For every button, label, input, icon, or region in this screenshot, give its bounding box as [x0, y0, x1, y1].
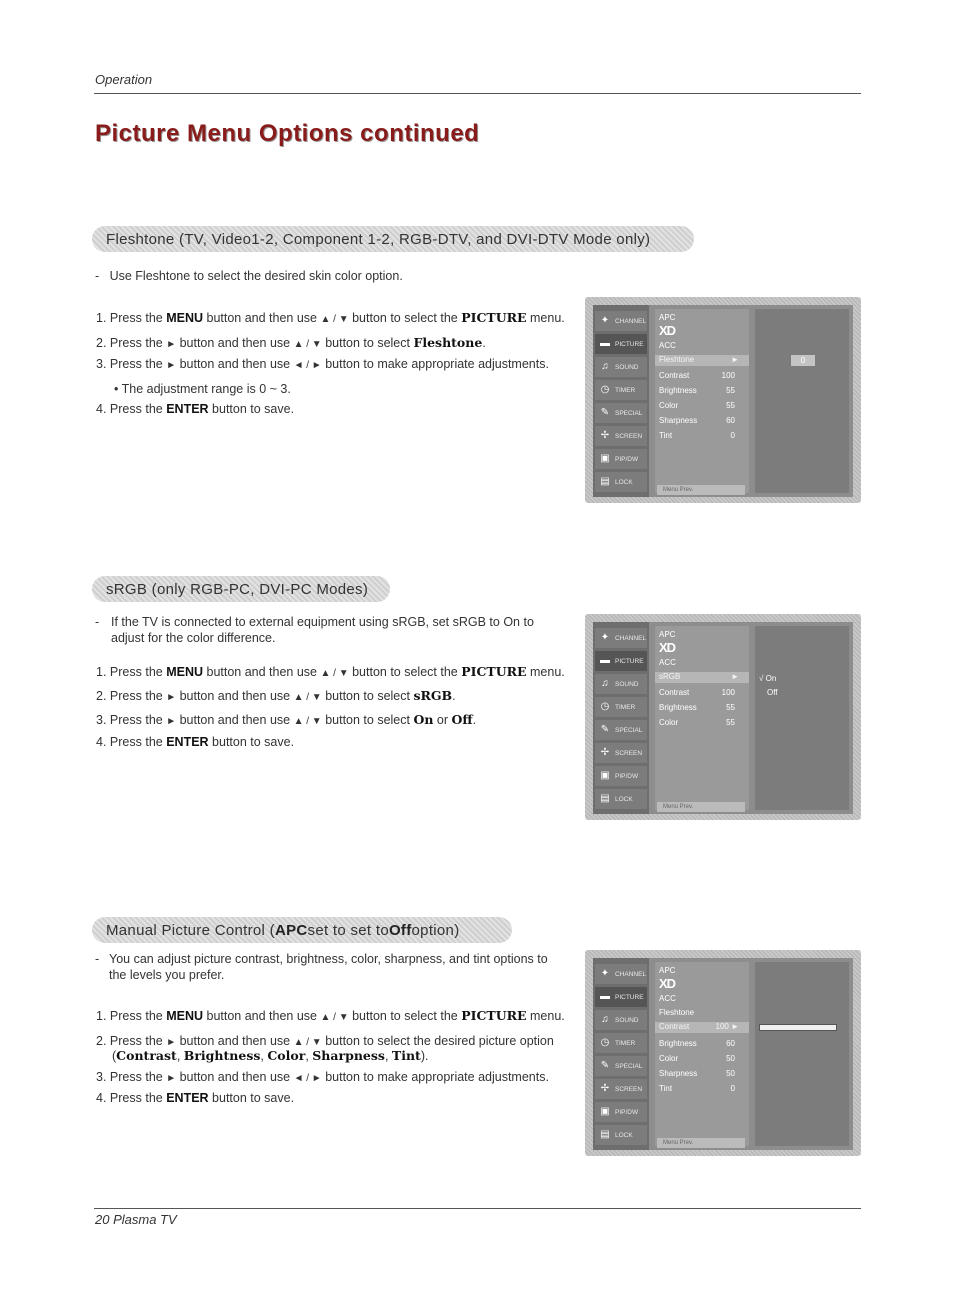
menu-channel: ✦ CHANNEL — [595, 628, 647, 648]
speaker-icon: ♫ — [601, 1014, 609, 1025]
menu-prev-hint: Menu Prev. — [657, 485, 745, 495]
row-xd: XD — [659, 640, 676, 655]
banner-text-c: set to set to — [307, 921, 389, 939]
row-apc: APC — [659, 313, 676, 322]
banner-text-a: Manual Picture Control ( — [106, 921, 275, 939]
lock-icon: ▤ — [600, 1129, 610, 1140]
row-color: Color 55 — [659, 718, 735, 727]
menu-pipdw: ▣ PIP/DW — [595, 449, 647, 469]
wrench-icon: ✎ — [600, 724, 610, 735]
intro-text: If the TV is connected to external equipment using sRGB, set sRGB to On to adjust for the color difference. — [111, 615, 534, 645]
fleshtone-banner-text: Fleshtone (TV, Video1-2, Component 1-2, RGB-DTV, and DVI-DTV Mode only) — [106, 230, 651, 248]
step-3: 3. Press the ► button and then use ◄ / ► button to make appropriate adjustments. — [96, 1070, 549, 1084]
row-srgb: sRGB ► — [655, 672, 749, 683]
step-3: 3. Press the ► button and then use ▲ / ▼ button to select On or Off. — [96, 712, 477, 727]
menu-pipdw: ▣ PIP/DW — [595, 1102, 647, 1122]
fleshtone-value: 0 — [791, 355, 815, 366]
menu-pipdw: ▣ PIP/DW — [595, 766, 647, 786]
step-2: 2. Press the ► button and then use ▲ / ▼ button to select Fleshtone. — [96, 335, 486, 350]
page-footer: 20 Plasma TV — [95, 1212, 177, 1227]
screen-icon: ✢ — [600, 1083, 610, 1094]
lock-icon: ▤ — [600, 476, 610, 487]
step-1: 1. Press the MENU button and then use ▲ / ▼ button to select the PICTURE menu. — [96, 1008, 565, 1023]
antenna-icon: ✦ — [600, 632, 610, 643]
wrench-icon: ✎ — [600, 1060, 610, 1071]
menu-list — [655, 626, 749, 810]
picture-icon: ▬ — [600, 338, 610, 349]
menu-special: ✎ SPECIAL — [595, 403, 647, 423]
fleshtone-steps — [96, 310, 582, 430]
row-fleshtone: Fleshtone — [659, 1008, 695, 1017]
row-brightness: Brightness 60 — [659, 1039, 735, 1048]
menu-prev-hint: Menu Prev. — [657, 1138, 745, 1148]
menu-lock: ▤ LOCK — [595, 472, 647, 492]
step-3: 3. Press the ► button and then use ◄ / ► button to make appropriate adjustments. — [96, 357, 549, 371]
menu-timer: ◷ TIMER — [595, 1033, 647, 1053]
menu-value-panel — [755, 626, 849, 810]
row-acc: ACC — [659, 341, 676, 350]
antenna-icon: ✦ — [600, 968, 610, 979]
menu-screen — [593, 305, 853, 497]
step-2: 2. Press the ► button and then use ▲ / ▼ button to select sRGB. — [96, 688, 456, 703]
clock-icon: ◷ — [600, 701, 610, 712]
menu-value-panel — [755, 309, 849, 493]
intro-dash: - — [95, 615, 100, 629]
speaker-icon: ♫ — [601, 361, 609, 372]
menu-screen — [593, 958, 853, 1150]
speaker-icon: ♫ — [601, 678, 609, 689]
srgb-on-option: √ On — [759, 674, 777, 683]
step-note: • The adjustment range is 0 ~ 3. — [114, 382, 291, 396]
row-contrast: Contrast 100 ► — [655, 1022, 749, 1033]
menu-screen-item: ✢ SCREEN — [595, 743, 647, 763]
intro-dash: - — [95, 952, 100, 966]
srgb-banner — [92, 576, 390, 602]
screen-icon: ✢ — [600, 747, 610, 758]
menu-timer: ◷ TIMER — [595, 697, 647, 717]
menu-special: ✎ SPECIAL — [595, 1056, 647, 1076]
fleshtone-menu-screenshot — [585, 297, 861, 503]
srgb-steps — [96, 664, 582, 754]
srgb-banner-text: sRGB (only RGB-PC, DVI-PC Modes) — [106, 580, 369, 598]
menu-sidebar — [593, 622, 649, 814]
row-tint: Tint 0 — [659, 431, 735, 440]
menu-special: ✎ SPECIAL — [595, 720, 647, 740]
row-apc: APC — [659, 630, 676, 639]
screen-icon: ✢ — [600, 430, 610, 441]
intro-text: Use Fleshtone to select the desired skin color option. — [109, 269, 403, 283]
menu-sound: ♫ SOUND — [595, 674, 647, 694]
page-title: Picture Menu Options continued — [95, 120, 480, 147]
header-divider — [94, 93, 861, 94]
row-fleshtone: Fleshtone ► — [655, 355, 749, 366]
manual-control-steps — [96, 1008, 582, 1108]
menu-picture: ▬ PICTURE — [595, 987, 647, 1007]
fleshtone-banner — [92, 226, 694, 252]
step-1: 1. Press the MENU button and then use ▲ / ▼ button to select the PICTURE menu. — [96, 310, 565, 325]
row-brightness: Brightness 55 — [659, 386, 735, 395]
antenna-icon: ✦ — [600, 315, 610, 326]
clock-icon: ◷ — [600, 1037, 610, 1048]
manual-control-menu-screenshot — [585, 950, 861, 1156]
menu-sidebar — [593, 305, 649, 497]
menu-sound: ♫ SOUND — [595, 1010, 647, 1030]
manual-control-intro — [95, 951, 571, 983]
lock-icon: ▤ — [600, 793, 610, 804]
clock-icon: ◷ — [600, 384, 610, 395]
menu-list — [655, 309, 749, 493]
contrast-slider-bar — [759, 1024, 837, 1031]
srgb-menu-screenshot — [585, 614, 861, 820]
step-4: 4. Press the ENTER button to save. — [96, 735, 295, 749]
row-apc: APC — [659, 966, 676, 975]
menu-lock: ▤ LOCK — [595, 789, 647, 809]
picture-icon: ▬ — [600, 991, 610, 1002]
step-2: 2. Press the ► button and then use ▲ / ▼ button to select the desired picture option — [96, 1034, 554, 1048]
menu-screen-item: ✢ SCREEN — [595, 426, 647, 446]
menu-screen-item: ✢ SCREEN — [595, 1079, 647, 1099]
step-2-options: (Contrast, Brightness, Color, Sharpness, Tint). — [112, 1048, 429, 1063]
menu-channel: ✦ CHANNEL — [595, 311, 647, 331]
row-sharpness: Sharpness 50 — [659, 1069, 735, 1078]
banner-text-apc: APC — [274, 921, 308, 939]
pip-icon: ▣ — [600, 453, 610, 464]
step-4: 4. Press the ENTER button to save. — [96, 402, 295, 416]
pip-icon: ▣ — [600, 1106, 610, 1117]
row-acc: ACC — [659, 994, 676, 1003]
manual-control-banner — [92, 917, 512, 943]
row-color: Color 50 — [659, 1054, 735, 1063]
menu-lock: ▤ LOCK — [595, 1125, 647, 1145]
menu-sound: ♫ SOUND — [595, 357, 647, 377]
menu-picture: ▬ PICTURE — [595, 334, 647, 354]
menu-sidebar — [593, 958, 649, 1150]
picture-icon: ▬ — [600, 655, 610, 666]
row-sharpness: Sharpness 60 — [659, 416, 735, 425]
banner-text-e: option) — [411, 921, 460, 939]
row-xd: XD — [659, 976, 676, 991]
menu-list — [655, 962, 749, 1146]
step-1: 1. Press the MENU button and then use ▲ / ▼ button to select the PICTURE menu. — [96, 664, 565, 679]
menu-screen — [593, 622, 853, 814]
step-4: 4. Press the ENTER button to save. — [96, 1091, 295, 1105]
intro-text: You can adjust picture contrast, brightness, color, sharpness, and tint options to the levels you prefer. — [109, 952, 548, 982]
menu-timer: ◷ TIMER — [595, 380, 647, 400]
row-xd: XD — [659, 323, 676, 338]
srgb-off-option: Off — [767, 688, 778, 697]
menu-channel: ✦ CHANNEL — [595, 964, 647, 984]
row-tint: Tint 0 — [659, 1084, 735, 1093]
row-brightness: Brightness 55 — [659, 703, 735, 712]
pip-icon: ▣ — [600, 770, 610, 781]
fleshtone-intro — [95, 268, 575, 284]
row-contrast: Contrast 100 — [659, 688, 735, 697]
footer-divider — [94, 1208, 861, 1209]
srgb-intro — [95, 614, 571, 646]
menu-value-panel — [755, 962, 849, 1146]
menu-picture: ▬ PICTURE — [595, 651, 647, 671]
wrench-icon: ✎ — [600, 407, 610, 418]
section-label: Operation — [95, 72, 153, 87]
intro-dash: - — [95, 269, 100, 283]
banner-text-off: Off — [388, 921, 412, 939]
row-contrast: Contrast 100 — [659, 371, 735, 380]
row-color: Color 55 — [659, 401, 735, 410]
row-acc: ACC — [659, 658, 676, 667]
menu-prev-hint: Menu Prev. — [657, 802, 745, 812]
